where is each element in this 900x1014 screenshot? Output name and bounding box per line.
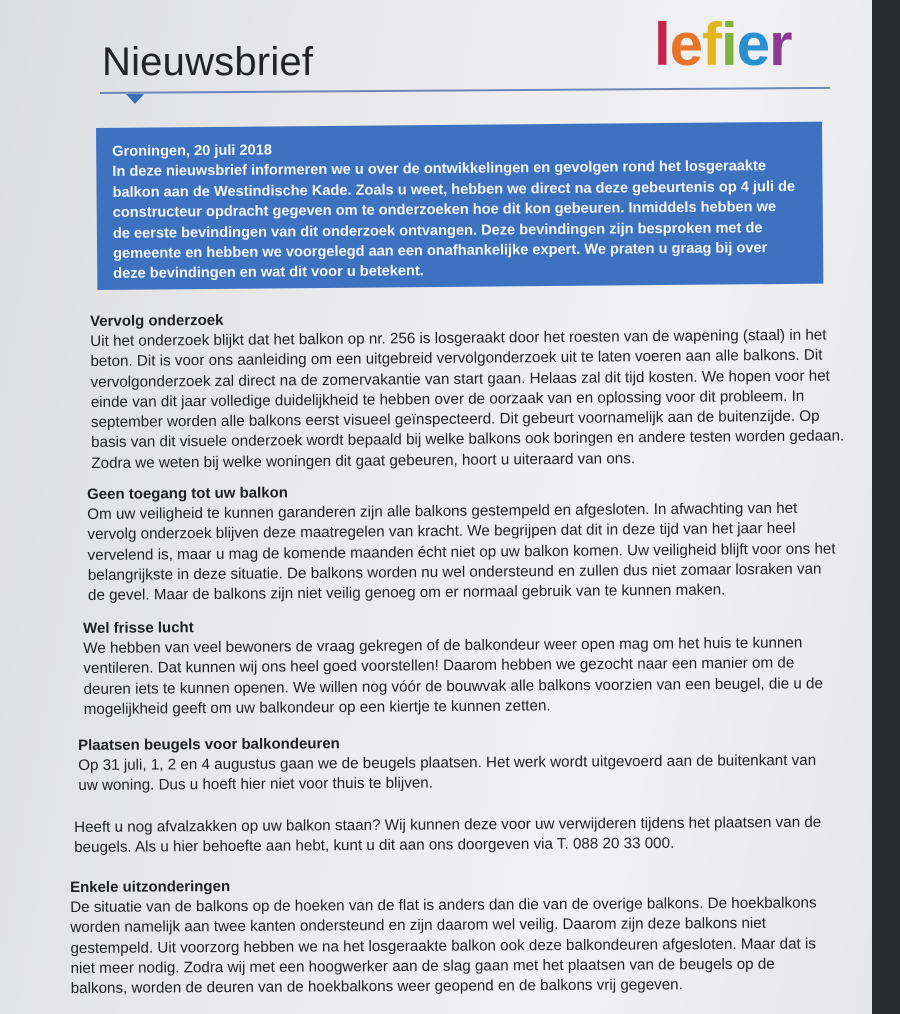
paragraph-line: de gevel. Maar de balkons zijn niet veilig genoeg om er normaal gebruik van te kunnen maken. <box>87 581 726 605</box>
paragraph-line: ventileren. Dat kunnen wij ons heel goed voorstellen! Daarom hebben we gezocht naar een manier om de <box>83 654 795 678</box>
logo-letter: l <box>654 11 670 78</box>
paragraph-line: beton. Dit is voor ons aanleiding om een uitgebreid vervolgonderzoek uit te laten voeren aan alle balkons. Dit <box>90 346 823 371</box>
paragraph-line: uw woning. Dus u hoeft hier niet voor thuis te blijven. <box>78 774 433 795</box>
divider-pointer <box>126 94 144 104</box>
intro-line: In deze nieuwsbrief informeren we u over de ontwikkelingen en gevolgen rond het losgeraakte <box>112 158 767 181</box>
paragraph-line: De situatie van de balkons op de hoeken van de flat is anders dan die van de overige balkons. De hoekbalkons <box>70 894 817 916</box>
section-afvalzakken <box>74 813 821 859</box>
paragraph-line: balkons, worden de deuren van de hoekbalkons weer geopend en de balkons vrij gegeven. <box>70 976 683 998</box>
paragraph-line: september worden alle balkons eerst visueel geïnspecteerd. Dit gebeurt voornamelijk aan de buitenzijde. Op <box>90 407 820 432</box>
paragraph-line: Om uw veiligheid te kunnen garanderen zijn alle balkons gestempeld en afgesloten. In afwachting van het <box>87 499 798 523</box>
logo-letter: e <box>736 11 770 78</box>
logo-letter: e <box>669 11 703 78</box>
logo-letter: f <box>702 11 722 78</box>
section-heading: Wel frisse lucht <box>83 619 194 637</box>
intro-line: deze bevindingen en wat dit voor u betekent. <box>113 263 424 283</box>
page-title: Nieuwsbrief <box>102 40 314 84</box>
section-heading: Geen toegang tot uw balkon <box>87 484 288 503</box>
section-vervolg-onderzoek <box>90 305 845 474</box>
section-enkele-uitzonderingen <box>70 873 817 999</box>
logo-letter: i <box>721 11 737 78</box>
section-heading: Plaatsen beugels voor balkondeuren <box>78 735 340 754</box>
paragraph-line: deuren iets te kunnen openen. We willen nog vóór de bouwvak alle balkons voorzien van een beugel, die u de <box>83 674 823 698</box>
section-wel-frisse-lucht <box>83 613 823 720</box>
intro-box <box>96 122 823 290</box>
paragraph-line: gestempeld. Uit voorzorg hebben we na het losgeraakte balkon ook deze balkondeuren afgesloten. Maar dat is <box>70 935 816 957</box>
paragraph-line: Op 31 juli, 1, 2 en 4 augustus gaan we de beugels plaatsen. Het werk wordt uitgevoerd aan de buitenkant van <box>78 751 817 774</box>
paragraph-line: vervelend is, maar u mag de komende maanden écht niet op uw balkon komen. Uw veiligheid blijft voor ons het <box>87 540 836 564</box>
paragraph-line: vervolg onderzoek blijven deze maatregelen van kracht. We begrijpen dat dit in deze tijd van het jaar heel <box>87 520 796 544</box>
section-plaatsen-beugels <box>78 731 816 797</box>
section-heading: Vervolg onderzoek <box>90 311 224 330</box>
paragraph-line: Heeft u nog afvalzakken op uw balkon staan? Wij kunnen deze voor uw verwijderen tijdens het plaatsen van de <box>74 813 822 836</box>
paragraph-line: We hebben van veel bewoners de vraag gekregen of de balkondeur weer open mag om het huis te kunnen <box>83 634 803 657</box>
paragraph-line: vervolgonderzoek zal direct na de zomervakantie van start gaan. Helaas zal dit tijd kosten. We hopen voor het <box>90 367 830 391</box>
intro-line: Groningen, 20 juli 2018 <box>112 142 273 160</box>
section-geen-toegang <box>87 478 836 606</box>
paragraph-line: beugels. Als u hier behoefte aan hebt, kunt u dit aan ons doorgeven via T. 088 20 33 000. <box>74 835 675 857</box>
paragraph-line: niet meer nodig. Zodra wij met een hoogwerker aan de slag gaan met het plaatsen van de beugels op de <box>70 955 775 977</box>
paragraph-line: worden namelijk aan twee kanten ondersteund en zijn daarom wel veilig. Daarom zijn deze balkons niet <box>70 915 766 937</box>
intro-line: balkon aan de Westindische Kade. Zoals u weet, hebben we direct na deze gebeurtenis op 4 juli de <box>112 178 796 201</box>
intro-line: gemeente en hebben we voorgelegd aan een onafhankelijke expert. We praten u graag bij over <box>113 240 768 262</box>
paragraph-line: basis van dit visuele onderzoek wordt bepaald bij welke balkons ook boringen en andere testen worden gedaan. <box>91 427 845 452</box>
paragraph-line: einde van dit jaar volledige duidelijkheid te hebben over de oorzaak van en oplossing voor dit probleem. In <box>90 387 805 411</box>
intro-line: de eerste bevindingen van dit onderzoek ontvangen. Deze bevindingen zijn besproken met de <box>112 219 763 242</box>
lefier-logo <box>654 10 791 79</box>
paragraph-line: Zodra we weten bij welke woningen dit gaat gebeuren, hoort u uiteraard van ons. <box>91 450 636 472</box>
intro-line: constructeur opdracht gegeven om te onderzoeken hoe dit kon gebeuren. Inmiddels hebben we <box>112 199 777 222</box>
paragraph-line: mogelijkheid geeft om uw balkondeur op een kiertje te kunnen zetten. <box>83 697 551 718</box>
paragraph-line: belangrijkste in deze situatie. De balkons worden nu wel ondersteund en zullen dus niet zomaar losraken van <box>87 560 822 584</box>
section-heading: Enkele uitzonderingen <box>70 878 231 896</box>
logo-letter: r <box>769 11 792 78</box>
header-divider <box>100 87 830 94</box>
paragraph-line: Uit het onderzoek blijkt dat het balkon op nr. 256 is losgeraakt door het roesten van de wapening (staal) in het <box>90 326 827 350</box>
